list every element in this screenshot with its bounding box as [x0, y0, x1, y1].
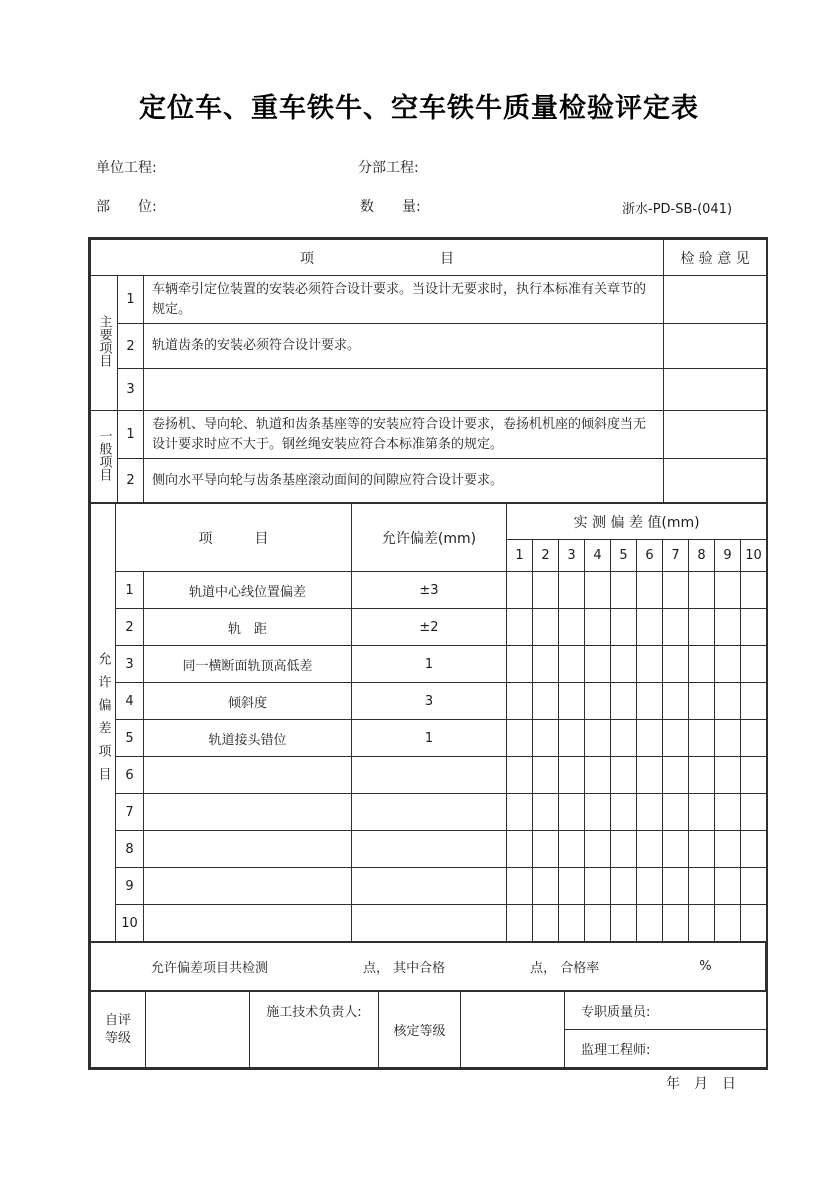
measure-cell	[533, 720, 559, 757]
measure-cell	[663, 905, 689, 942]
measure-cell	[637, 609, 663, 646]
measure-cell	[689, 905, 715, 942]
measure-col: 8	[689, 540, 715, 572]
measure-cell	[741, 720, 767, 757]
measure-cell	[663, 757, 689, 794]
measure-cell	[507, 831, 533, 868]
measure-col: 4	[585, 540, 611, 572]
measure-cell	[533, 572, 559, 609]
section-label-general: 一般项目	[91, 411, 118, 503]
form-code: 浙水-PD-SB-(041)	[622, 202, 733, 217]
dev-header-allow: 允许偏差(mm)	[352, 504, 507, 572]
measure-cell	[741, 609, 767, 646]
measure-col: 7	[663, 540, 689, 572]
deviation-table	[90, 503, 767, 942]
dev-header-item: 项 目	[116, 504, 352, 572]
measure-cell	[611, 646, 637, 683]
summary-percent-sign: %	[699, 959, 712, 974]
measure-cell	[507, 868, 533, 905]
measure-cell	[741, 683, 767, 720]
opinion-cell	[664, 411, 767, 459]
measure-cell	[637, 720, 663, 757]
measure-cell	[611, 683, 637, 720]
dev-item	[144, 831, 352, 868]
measure-cell	[585, 720, 611, 757]
measure-cell	[507, 794, 533, 831]
measure-cell	[663, 831, 689, 868]
measure-col: 6	[637, 540, 663, 572]
measure-cell	[715, 572, 741, 609]
opinion-cell	[664, 369, 767, 411]
measure-cell	[689, 720, 715, 757]
row-number: 1	[116, 572, 144, 609]
verified-grade-label: 核定等级	[379, 992, 461, 1068]
measure-col: 9	[715, 540, 741, 572]
row-number: 3	[118, 369, 144, 411]
measure-cell	[611, 757, 637, 794]
section-label-deviation: 允许偏差项目	[91, 504, 116, 942]
measure-cell	[533, 609, 559, 646]
measure-cell	[663, 609, 689, 646]
measure-cell	[559, 905, 585, 942]
dev-allow	[352, 757, 507, 794]
date-line: 年 月 日	[666, 1076, 736, 1092]
measure-col: 3	[559, 540, 585, 572]
measure-cell	[559, 794, 585, 831]
measure-cell	[715, 794, 741, 831]
measure-cell	[689, 646, 715, 683]
measure-col: 2	[533, 540, 559, 572]
row-number: 7	[116, 794, 144, 831]
measure-cell	[611, 794, 637, 831]
dev-allow	[352, 794, 507, 831]
measure-cell	[715, 720, 741, 757]
measure-cell	[559, 720, 585, 757]
measure-cell	[585, 794, 611, 831]
section-label-main: 主要项目	[91, 276, 118, 411]
row-number: 3	[116, 646, 144, 683]
measure-cell	[715, 757, 741, 794]
measure-cell	[689, 831, 715, 868]
measure-cell	[559, 831, 585, 868]
measure-cell	[585, 831, 611, 868]
measure-cell	[611, 905, 637, 942]
measure-cell	[663, 794, 689, 831]
measure-cell	[663, 683, 689, 720]
dev-allow	[352, 868, 507, 905]
measure-cell	[533, 757, 559, 794]
measure-cell	[637, 905, 663, 942]
measure-cell	[637, 868, 663, 905]
item-text	[144, 369, 664, 411]
measure-cell	[715, 609, 741, 646]
dev-item: 轨道接头错位	[144, 720, 352, 757]
measure-cell	[689, 609, 715, 646]
measure-cell	[585, 683, 611, 720]
measure-cell	[559, 868, 585, 905]
measure-cell	[507, 720, 533, 757]
measure-cell	[611, 572, 637, 609]
inspection-items-table	[90, 239, 767, 503]
measure-cell	[741, 794, 767, 831]
item-text: 车辆牵引定位装置的安装必须符合设计要求。当设计无要求时，执行本标准有关章节的规定。	[144, 276, 664, 324]
summary-qualified-label: 点， 其中合格	[363, 961, 446, 976]
dev-item: 轨 距	[144, 609, 352, 646]
dev-item	[144, 868, 352, 905]
measure-cell	[663, 720, 689, 757]
header-opinion: 检 验 意 见	[664, 240, 767, 276]
measure-cell	[585, 609, 611, 646]
signature-table	[90, 991, 767, 1068]
dev-allow	[352, 831, 507, 868]
measure-cell	[741, 831, 767, 868]
measure-cell	[741, 757, 767, 794]
measure-cell	[533, 868, 559, 905]
tech-lead-label: 施工技术负责人:	[250, 992, 379, 1068]
measure-cell	[637, 572, 663, 609]
dev-allow: ±3	[352, 572, 507, 609]
measure-cell	[689, 757, 715, 794]
dev-item	[144, 757, 352, 794]
measure-col: 10	[741, 540, 767, 572]
measure-cell	[507, 905, 533, 942]
measure-cell	[611, 609, 637, 646]
field-part: 部 位:	[96, 199, 157, 215]
measure-cell	[741, 572, 767, 609]
field-division-project: 分部工程:	[358, 160, 419, 176]
header-item: 项 目	[91, 240, 664, 276]
measure-col: 5	[611, 540, 637, 572]
measure-cell	[611, 831, 637, 868]
measure-cell	[689, 572, 715, 609]
measure-cell	[533, 646, 559, 683]
dev-allow: 1	[352, 720, 507, 757]
quality-officer-label: 专职质量员:	[565, 992, 767, 1030]
measure-col: 1	[507, 540, 533, 572]
dev-item: 同一横断面轨顶高低差	[144, 646, 352, 683]
measure-cell	[715, 831, 741, 868]
measure-cell	[689, 683, 715, 720]
measure-cell	[507, 757, 533, 794]
verified-grade-value-cell	[461, 992, 565, 1068]
row-number: 2	[116, 609, 144, 646]
row-number: 2	[118, 324, 144, 369]
field-quantity: 数 量:	[360, 199, 421, 215]
row-number: 10	[116, 905, 144, 942]
measure-cell	[585, 757, 611, 794]
measure-cell	[507, 572, 533, 609]
measure-cell	[689, 794, 715, 831]
field-unit-project: 单位工程:	[96, 160, 157, 176]
measure-cell	[663, 868, 689, 905]
item-text: 卷扬机、导向轮、轨道和齿条基座等的安装应符合设计要求，卷扬机机座的倾斜度当无设计要求时应不大于。钢丝绳安装应符合本标准第条的规定。	[144, 411, 664, 459]
measure-cell	[637, 794, 663, 831]
measure-cell	[533, 905, 559, 942]
measure-cell	[715, 905, 741, 942]
measure-cell	[533, 683, 559, 720]
measure-cell	[715, 868, 741, 905]
dev-item	[144, 905, 352, 942]
row-number: 4	[116, 683, 144, 720]
measure-cell	[663, 572, 689, 609]
dev-item: 倾斜度	[144, 683, 352, 720]
row-number: 6	[116, 757, 144, 794]
measure-cell	[611, 720, 637, 757]
row-number: 2	[118, 459, 144, 503]
dev-allow: 1	[352, 646, 507, 683]
measure-cell	[507, 609, 533, 646]
main-table	[88, 237, 768, 1070]
measure-cell	[611, 868, 637, 905]
dev-item: 轨道中心线位置偏差	[144, 572, 352, 609]
dev-allow	[352, 905, 507, 942]
measure-cell	[533, 794, 559, 831]
measure-cell	[663, 646, 689, 683]
dev-header-measured: 实 测 偏 差 值(mm)	[507, 504, 767, 540]
opinion-cell	[664, 459, 767, 503]
summary-cell	[91, 943, 766, 991]
opinion-cell	[664, 324, 767, 369]
measure-cell	[533, 831, 559, 868]
row-number: 5	[116, 720, 144, 757]
item-text: 侧向水平导向轮与齿条基座滚动面间的间隙应符合设计要求。	[144, 459, 664, 503]
measure-cell	[637, 646, 663, 683]
measure-cell	[507, 646, 533, 683]
measure-cell	[715, 683, 741, 720]
measure-cell	[585, 905, 611, 942]
measure-cell	[637, 757, 663, 794]
measure-cell	[559, 683, 585, 720]
row-number: 1	[118, 411, 144, 459]
item-text: 轨道齿条的安装必须符合设计要求。	[144, 324, 664, 369]
measure-cell	[559, 609, 585, 646]
measure-cell	[741, 646, 767, 683]
dev-allow: ±2	[352, 609, 507, 646]
summary-table	[90, 942, 766, 991]
measure-cell	[585, 868, 611, 905]
measure-cell	[507, 683, 533, 720]
measure-cell	[741, 905, 767, 942]
measure-cell	[741, 868, 767, 905]
summary-checked-label: 允许偏差项目共检测	[151, 961, 269, 976]
self-grade-value-cell	[146, 992, 250, 1068]
measure-cell	[637, 831, 663, 868]
measure-cell	[637, 683, 663, 720]
measure-cell	[585, 572, 611, 609]
measure-cell	[559, 646, 585, 683]
row-number: 8	[116, 831, 144, 868]
dev-item	[144, 794, 352, 831]
self-grade-label: 自评等级	[91, 992, 146, 1068]
measure-cell	[715, 646, 741, 683]
opinion-cell	[664, 276, 767, 324]
summary-rate-label: 点， 合格率	[530, 961, 600, 976]
dev-allow: 3	[352, 683, 507, 720]
supervisor-label: 监理工程师:	[565, 1030, 767, 1068]
page-title: 定位车、重车铁牛、空车铁牛质量检验评定表	[139, 93, 699, 124]
measure-cell	[559, 757, 585, 794]
row-number: 9	[116, 868, 144, 905]
measure-cell	[559, 572, 585, 609]
row-number: 1	[118, 276, 144, 324]
measure-cell	[585, 646, 611, 683]
measure-cell	[689, 868, 715, 905]
